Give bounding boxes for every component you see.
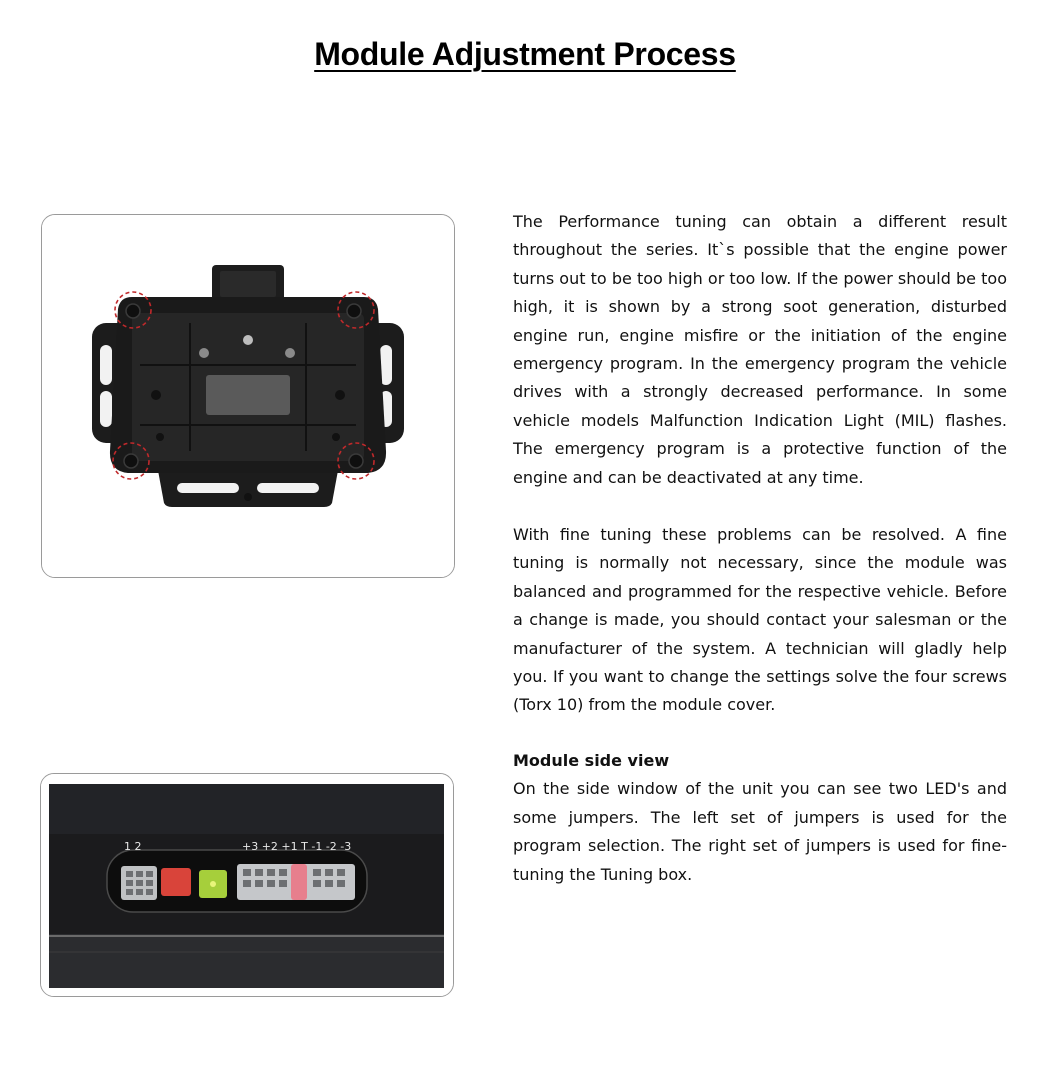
pink-jumper (291, 864, 307, 900)
module-top-illustration (42, 215, 454, 577)
module-top-photo (41, 214, 455, 578)
intro-text: The Performance tuning can obtain a different result throughout the series. It`s possible that the engine power turns out to be too high or too low. If the power should be too high, it is shown by a strong soot generation, disturbed engine run, engine misfire or the initiation of the engine emergency program. In the emergency program the vehicle drives with a strongly decreased performance. In some vehicle models Malfunction Indication Light (MIL) flashes. The emergency program is a protective function of the engine and can be deactivated at any time. (513, 212, 1007, 487)
side-view-section (513, 747, 1007, 889)
red-led (161, 868, 191, 896)
left-jumper-labels: 1 2 (124, 840, 142, 853)
side-view-text: On the side window of the unit you can see two LED's and some jumpers. The left set of jumpers is used for the program selection. The right set of jumpers is used for fine-tuning the Tuning box. (513, 779, 1007, 884)
module-side-photo (40, 773, 454, 997)
right-jumper-labels: +3 +2 +1 T -1 -2 -3 (242, 840, 352, 853)
page-title: Module Adjustment Process (314, 36, 736, 72)
intro-paragraph (513, 208, 1007, 492)
fine-tuning-text: With fine tuning these problems can be resolved. A fine tuning is normally not necessary, since the module was balanced and programmed for the respective vehicle. Before a change is made, you should contact your salesman or the manufacturer of the system. A technician will gladly help you. If you want to change the settings solve the four screws (Torx 10) from the module cover. (513, 525, 1007, 715)
fine-tuning-paragraph (513, 521, 1007, 720)
module-side-illustration (41, 774, 453, 996)
side-view-heading: Module side view (513, 751, 670, 770)
